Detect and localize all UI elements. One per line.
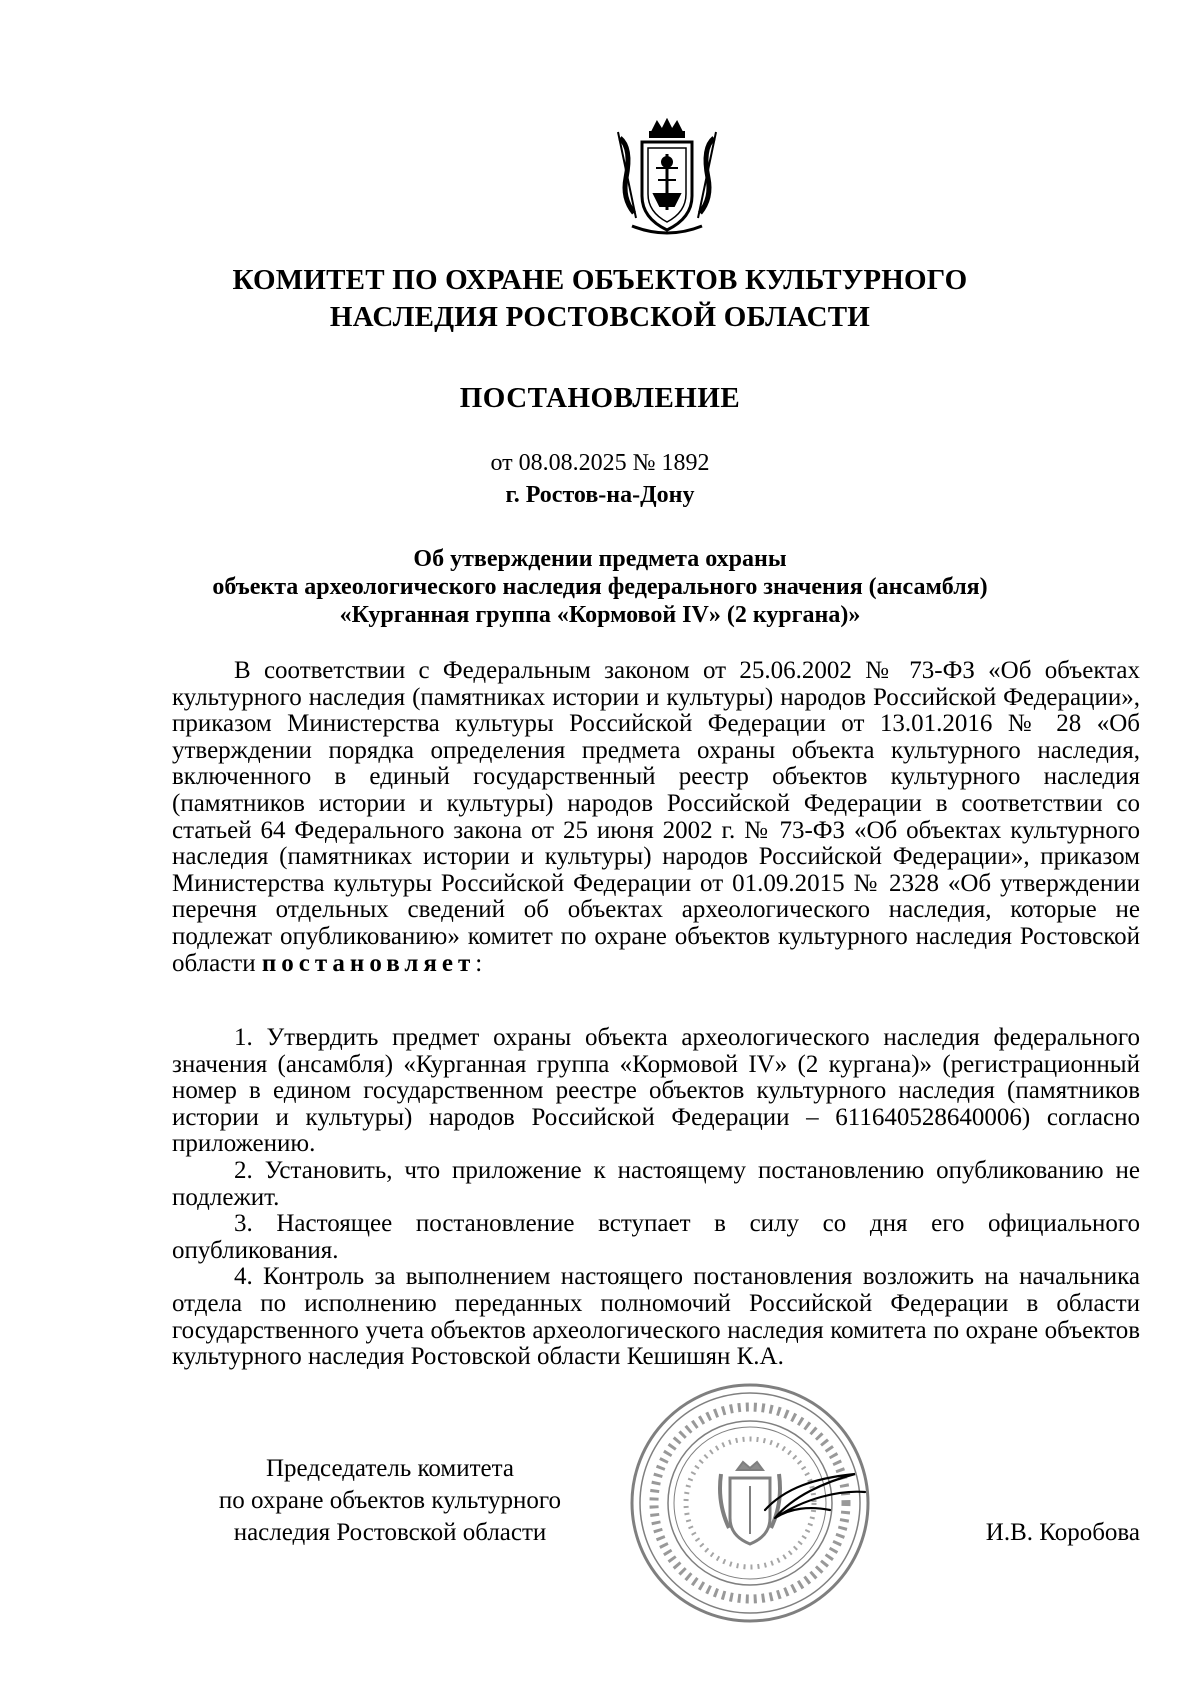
resolution-item-1: 1. Утвердить предмет охраны объекта археологического наследия федерального значения (ансамбля) «Курганная группа «Кормовой IV» (2 кургана)» (регистрационный номер в едином государственном реестре объектов культурного наследия (памятников истории и культуры) народов Российской Федерации – 611640528640006) согласно приложению. (172, 1024, 1140, 1158)
organization-name (170, 262, 1030, 336)
preamble (172, 658, 1140, 977)
preamble-colon: : (475, 949, 483, 977)
signatory-position-line-3: наследия Ростовской области (233, 1519, 547, 1546)
document-city: г. Ростов-на-Дону (505, 482, 695, 508)
official-seal-stamp-icon (625, 1378, 875, 1628)
document-title (170, 545, 1030, 629)
resolution-item-3: 3. Настоящее постановление вступает в силу со дня его официального опубликования. (172, 1210, 1140, 1264)
resolution-items (172, 1025, 1140, 1371)
signatory-position-line-2: по охране объектов культурного (218, 1487, 562, 1514)
document-type: ПОСТАНОВЛЕНИЕ (459, 382, 741, 414)
signatory-name: И.В. Коробова (985, 1519, 1140, 1546)
coat-of-arms-icon (612, 118, 722, 240)
signatory-position (170, 1453, 610, 1549)
title-line-2: объекта археологического наследия федерального значения (ансамбля) (212, 574, 988, 600)
resolution-item-4: 4. Контроль за выполнением настоящего постановления возложить на начальника отдела по исполнению переданных полномочий Российской Федерации в области государственного учета объектов археологического наследия комитета по охране объектов культурного наследия Ростовской области Кешишян К.А. (172, 1263, 1140, 1371)
organization-line-1: КОМИТЕТ ПО ОХРАНЕ ОБЪЕКТОВ КУЛЬТУРНОГО (232, 264, 968, 296)
title-line-1: Об утверждении предмета охраны (413, 546, 787, 572)
preamble-text: В соответствии с Федеральным законом от 25.06.2002 № 73-ФЗ «Об объектах культурного наследия (памятниках истории и культуры) народов Российской Федерации», приказом Министерства культуры Российской Федерации от 13.01.2016 № 28 «Об утверждении порядка определения предмета охраны объекта культурного наследия, включенного в единый государственный реестр объектов культурного наследия (памятников истории и культуры) народов Российской Федерации в соответствии со статьей 64 Федерального закона от 25 июня 2002 г. № 73-ФЗ «Об объектах культурного наследия (памятниках истории и культуры) народов Российской Федерации», приказом Министерства культуры Российской Федерации от 01.09.2015 № 2328 «Об утверждении перечня отдельных сведений об объектах археологического наследия, которые не подлежат опубликованию» комитет по охране объектов культурного наследия Ростовской области (172, 657, 1140, 977)
preamble-paragraph (172, 658, 1140, 977)
title-line-3: «Курганная группа «Кормовой IV» (2 кургана)» (339, 602, 861, 628)
document-date-number: от 08.08.2025 № 1892 (490, 450, 710, 476)
resolution-item-2: 2. Установить, что приложение к настоящему постановлению опубликованию не подлежит. (172, 1156, 1140, 1211)
organization-line-2: НАСЛЕДИЯ РОСТОВСКОЙ ОБЛАСТИ (329, 301, 871, 333)
resolves-word: постановляет (261, 949, 476, 977)
signatory-position-line-1: Председатель комитета (266, 1455, 514, 1482)
